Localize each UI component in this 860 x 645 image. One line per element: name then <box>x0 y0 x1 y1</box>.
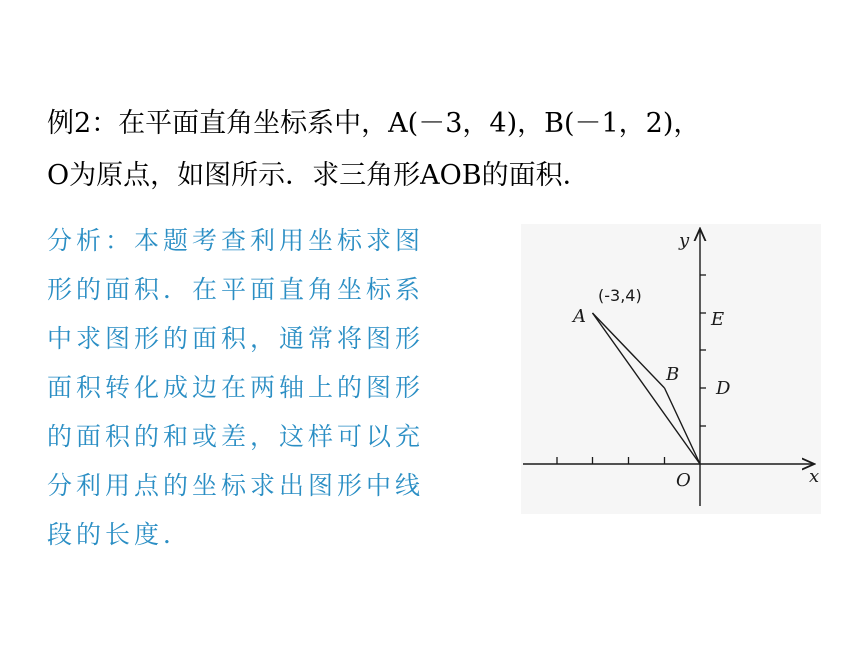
analysis-line: 中求图形的面积，通常将图形 <box>47 324 425 353</box>
coordinate-plane <box>521 224 821 514</box>
point-d-label: D <box>716 378 731 399</box>
point-a-label: A <box>573 306 586 327</box>
analysis-line: 分利用点的坐标求出图形中线 <box>47 471 425 500</box>
origin-label: O <box>676 470 691 491</box>
point-a-coordinate-label: (-3,4) <box>598 286 642 305</box>
problem-line-1: 例2：在平面直角坐标系中，A(－3，4)，B(－1，2)， <box>47 108 701 139</box>
problem-line-2: O为原点，如图所示．求三角形AOB的面积． <box>47 160 590 191</box>
analysis-line: 分析：本题考查利用坐标求图 <box>47 226 425 255</box>
analysis-line: 面积转化成边在两轴上的图形 <box>47 373 425 402</box>
analysis-line: 形的面积．在平面直角坐标系 <box>47 275 425 304</box>
segment-ab <box>593 313 665 388</box>
point-e-label: E <box>711 309 725 330</box>
segment-bo <box>665 388 701 464</box>
point-b-label: B <box>666 364 680 385</box>
analysis-line: 的面积的和或差，这样可以充 <box>47 422 425 451</box>
y-axis-ticks <box>700 275 706 426</box>
axis-x-label: x <box>809 466 820 487</box>
x-axis-ticks <box>557 457 665 464</box>
analysis-text <box>47 216 487 559</box>
problem-statement <box>47 98 837 202</box>
axis-y-label: y <box>679 230 690 251</box>
analysis-line: 段的长度． <box>47 520 193 549</box>
coordinate-figure <box>521 224 821 514</box>
segment-ao <box>593 313 701 464</box>
